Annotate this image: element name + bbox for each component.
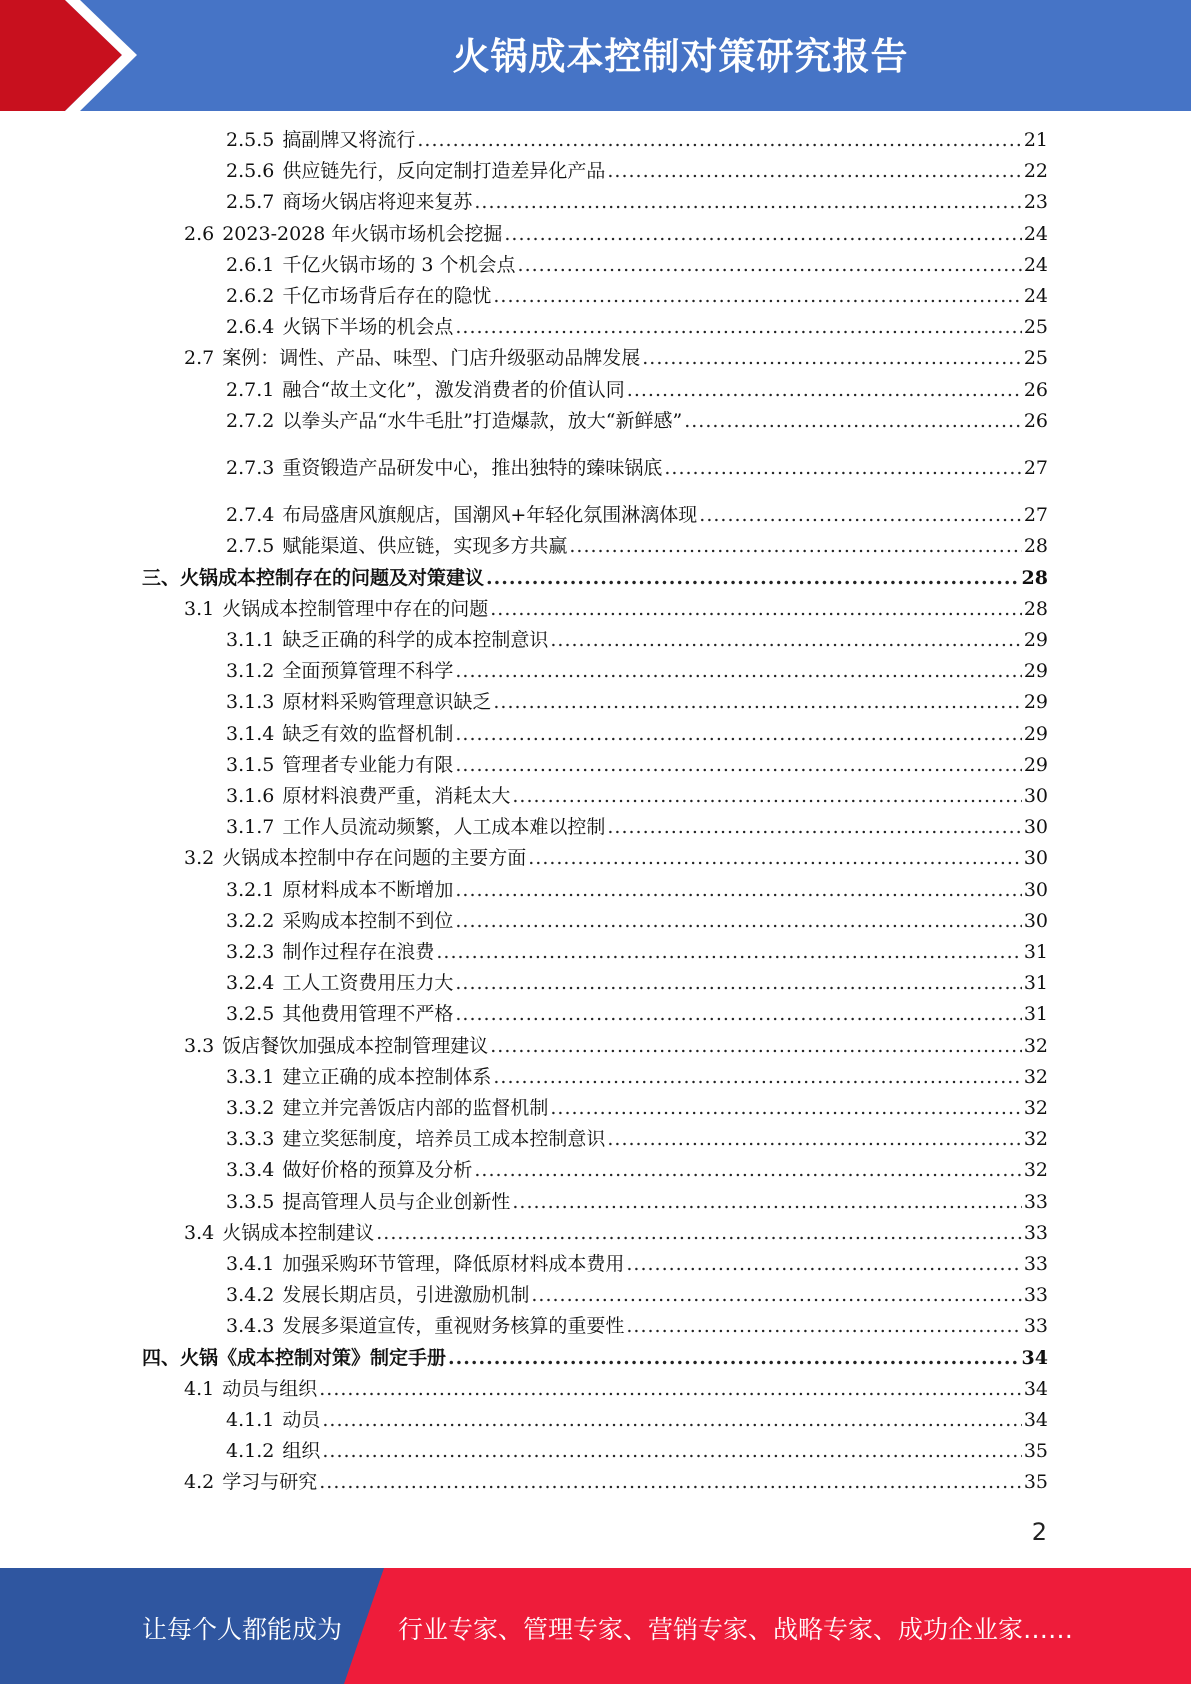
- toc-dot-leader: [607, 158, 1021, 184]
- toc-entry[interactable]: [226, 408, 1048, 434]
- toc-entry[interactable]: [226, 314, 1048, 340]
- toc-entry-title: 供应链先行，反向定制打造差异化产品: [282, 160, 606, 183]
- toc-entry-page: 35: [1023, 1440, 1048, 1463]
- toc-entry-number: 4.1.1: [226, 1409, 275, 1431]
- toc-entry-number: 2.7: [184, 347, 215, 370]
- toc-entry[interactable]: [226, 455, 1048, 481]
- toc-entry-title: 原材料浪费严重，消耗太大: [282, 785, 511, 807]
- toc-entry[interactable]: [184, 1376, 1048, 1402]
- toc-dot-leader: [607, 814, 1021, 840]
- toc-entry-title: 融合“故土文化”，激发消费者的价值认同: [282, 378, 625, 401]
- toc-entry-title: 火锅成本控制中存在问题的主要方面: [222, 847, 527, 870]
- toc-dot-leader: [417, 127, 1021, 153]
- toc-entry-number: 3.3.3: [226, 1128, 275, 1151]
- toc-dot-leader: [699, 502, 1022, 528]
- toc-entry-number: 3.1.6: [226, 785, 275, 807]
- toc-entry-title: 发展长期店员，引进激励机制: [282, 1284, 530, 1307]
- toc-entry-title: 建立并完善饭店内部的监督机制: [282, 1097, 549, 1119]
- toc-entry-page: 32: [1023, 1097, 1048, 1119]
- toc-dot-leader: [455, 908, 1021, 934]
- toc-entry[interactable]: [226, 1126, 1048, 1152]
- toc-entry-page: 29: [1023, 753, 1048, 776]
- toc-entry[interactable]: [226, 908, 1048, 934]
- toc-entry-title: 原材料采购管理意识缺乏: [282, 691, 492, 714]
- toc-entry-number: 2.6.1: [226, 253, 275, 276]
- toc-entry-page: 28: [1023, 597, 1048, 620]
- toc-entry-number: 4.1: [184, 1377, 215, 1400]
- toc-dot-leader: [455, 877, 1021, 903]
- toc-entry-title: 采购成本控制不到位: [282, 909, 454, 932]
- page-number: 2: [1031, 1518, 1047, 1546]
- toc-entry-page: 22: [1023, 160, 1048, 183]
- toc-entry-number: 2.5.5: [226, 129, 275, 151]
- toc-entry-number: 3.3.2: [226, 1097, 275, 1119]
- toc-entry-page: 30: [1023, 785, 1048, 807]
- toc-entry[interactable]: [226, 1064, 1048, 1090]
- toc-entry-title: 学习与研究: [222, 1471, 318, 1494]
- toc-entry-page: 33: [1023, 1190, 1048, 1213]
- toc-entry-title: 布局盛唐风旗舰店，国潮风+年轻化氛围淋漓体现: [282, 504, 698, 527]
- toc-entry[interactable]: [226, 533, 1048, 559]
- toc-entry-page: 33: [1023, 1284, 1048, 1307]
- toc-entry-number: 2.6.4: [226, 316, 275, 339]
- toc-entry-page: 29: [1023, 691, 1048, 714]
- toc-entry-page: 32: [1023, 1034, 1048, 1057]
- toc-entry-number: 2.5.6: [226, 160, 275, 183]
- toc-entry-number: 3.1.5: [226, 753, 275, 776]
- toc-entry-number: 3.1.1: [226, 629, 275, 651]
- toc-entry-number: 3.2: [184, 847, 215, 870]
- toc-entry[interactable]: [226, 970, 1048, 996]
- toc-entry-title: 赋能渠道、供应链，实现多方共赢: [282, 535, 568, 558]
- toc-entry[interactable]: [226, 377, 1048, 403]
- toc-entry-title: 2023-2028 年火锅市场机会挖掘: [222, 222, 503, 245]
- toc-dot-leader: [455, 752, 1021, 778]
- toc-dot-leader: [626, 1313, 1021, 1339]
- toc-entry-title: 缺乏有效的监督机制: [282, 722, 454, 745]
- toc-entry-title: 建立正确的成本控制体系: [282, 1065, 492, 1088]
- toc-entry-title: 四、火锅《成本控制对策》制定手册: [142, 1346, 447, 1369]
- toc-entry-title: 火锅成本控制管理中存在的问题: [222, 597, 489, 620]
- toc-entry-page: 27: [1023, 504, 1048, 527]
- toc-entry-title: 工作人员流动频繁，人工成本难以控制: [282, 816, 606, 839]
- toc-dot-leader: [486, 565, 1020, 591]
- toc-entry-number: 2.5.7: [226, 191, 275, 214]
- toc-dot-leader: [455, 658, 1021, 684]
- toc-entry[interactable]: [184, 221, 1048, 247]
- toc-dot-leader: [455, 721, 1021, 747]
- toc-entry-page: 29: [1023, 722, 1048, 745]
- toc-dot-leader: [607, 1126, 1021, 1152]
- toc-entry-number: 2.7.4: [226, 504, 275, 527]
- toc-dot-leader: [455, 1001, 1021, 1027]
- toc-entry-number: 2.7.2: [226, 409, 275, 432]
- toc-dot-leader: [512, 1189, 1021, 1215]
- toc-entry-page: 26: [1023, 409, 1048, 432]
- toc-dot-leader: [626, 1251, 1021, 1277]
- toc-entry[interactable]: [226, 689, 1048, 715]
- toc-entry-title: 千亿市场背后存在的隐忧: [282, 285, 492, 307]
- footer-slogan-right: 行业专家、管理专家、营销专家、战略专家、成功企业家……: [398, 1615, 1074, 1644]
- toc-entry[interactable]: [226, 158, 1048, 184]
- toc-dot-leader: [448, 1345, 1020, 1371]
- toc-entry-number: 2.7.3: [226, 457, 275, 479]
- toc-dot-leader: [642, 345, 1022, 371]
- toc-entry-title: 火锅成本控制建议: [222, 1221, 375, 1244]
- toc-entry[interactable]: [184, 345, 1048, 371]
- toc-dot-leader: [322, 1438, 1021, 1464]
- toc-entry-title: 加强采购环节管理，降低原材料成本费用: [282, 1253, 625, 1275]
- toc-entry-title: 其他费用管理不严格: [282, 1003, 454, 1026]
- page-footer: [0, 1568, 1191, 1684]
- toc-dot-leader: [627, 377, 1022, 403]
- toc-entry-number: 3.4.2: [226, 1284, 275, 1307]
- toc-entry[interactable]: [226, 1407, 1048, 1433]
- toc-entry-number: 3.4.1: [226, 1253, 275, 1275]
- toc-dot-leader: [455, 970, 1021, 996]
- toc-entry-title: 重资锻造产品研发中心，推出独特的臻味锅底: [282, 457, 663, 479]
- toc-dot-leader: [512, 783, 1021, 809]
- toc-entry-number: 3.3.1: [226, 1065, 275, 1088]
- toc-entry[interactable]: [226, 814, 1048, 840]
- toc-dot-leader: [528, 845, 1022, 871]
- toc-dot-leader: [436, 939, 1021, 965]
- toc-dot-leader: [493, 1064, 1021, 1090]
- toc-entry[interactable]: [226, 627, 1048, 653]
- toc-dot-leader: [684, 408, 1022, 434]
- toc-entry-number: 3.3: [184, 1034, 215, 1057]
- toc-entry-page: 31: [1023, 1003, 1048, 1026]
- toc-entry-page: 34: [1023, 1377, 1048, 1400]
- toc-entry-title: 缺乏正确的科学的成本控制意识: [282, 629, 549, 651]
- toc-entry-page: 24: [1023, 253, 1048, 276]
- toc-entry-number: 3.2.4: [226, 972, 275, 995]
- toc-entry-page: 31: [1023, 972, 1048, 995]
- toc-entry-number: 2.6.2: [226, 285, 275, 307]
- toc-dot-leader: [455, 314, 1021, 340]
- toc-entry-page: 30: [1023, 816, 1048, 839]
- toc-entry-number: 3.1: [184, 597, 215, 620]
- toc-entry-page: 33: [1023, 1221, 1048, 1244]
- toc-entry[interactable]: [226, 502, 1048, 528]
- toc-entry[interactable]: [226, 1251, 1048, 1277]
- document-title: 火锅成本控制对策研究报告: [452, 35, 909, 78]
- toc-entry[interactable]: [226, 721, 1048, 747]
- toc-entry-title: 饭店餐饮加强成本控制管理建议: [222, 1034, 489, 1057]
- toc-entry[interactable]: [226, 939, 1048, 965]
- toc-entry[interactable]: [226, 1313, 1048, 1339]
- toc-dot-leader: [531, 1282, 1021, 1308]
- toc-dot-leader: [319, 1376, 1022, 1402]
- toc-entry-page: 34: [1021, 1346, 1048, 1369]
- toc-entry-page: 24: [1023, 222, 1048, 245]
- toc-entry-number: 2.7.5: [226, 535, 275, 558]
- toc-dot-leader: [493, 283, 1021, 309]
- toc-dot-leader: [322, 1407, 1021, 1433]
- toc-entry[interactable]: [226, 1282, 1048, 1308]
- toc-entry-title: 商场火锅店将迎来复苏: [282, 191, 473, 214]
- toc-dot-leader: [490, 1033, 1022, 1059]
- toc-entry[interactable]: [226, 783, 1048, 809]
- toc-dot-leader: [550, 1095, 1021, 1121]
- toc-dot-leader: [490, 596, 1022, 622]
- toc-entry-number: 3.1.4: [226, 722, 275, 745]
- toc-dot-leader: [550, 627, 1021, 653]
- toc-entry-page: 24: [1023, 285, 1048, 307]
- toc-entry[interactable]: [184, 1220, 1048, 1246]
- toc-entry-title: 案例：调性、产品、味型、门店升级驱动品牌发展: [222, 347, 641, 370]
- toc-entry[interactable]: [226, 1095, 1048, 1121]
- toc-entry-page: 33: [1023, 1253, 1048, 1275]
- toc-entry-title: 动员: [282, 1409, 321, 1431]
- toc-entry-title: 三、火锅成本控制存在的问题及对策建议: [142, 566, 485, 589]
- toc-entry-number: 2.7.1: [226, 378, 275, 401]
- toc-entry-page: 25: [1023, 316, 1048, 339]
- toc-entry[interactable]: [142, 565, 1048, 591]
- toc-entry[interactable]: [226, 1001, 1048, 1027]
- toc-entry[interactable]: [226, 189, 1048, 215]
- toc-entry-page: 21: [1023, 129, 1048, 151]
- toc-entry-number: 2.6: [184, 222, 215, 245]
- toc-entry[interactable]: [226, 877, 1048, 903]
- toc-entry-number: 3.1.7: [226, 816, 275, 839]
- toc-entry-number: 4.2: [184, 1471, 215, 1494]
- toc-entry-page: 25: [1023, 347, 1048, 370]
- toc-entry[interactable]: [226, 752, 1048, 778]
- toc-entry-title: 做好价格的预算及分析: [282, 1159, 473, 1182]
- toc-entry-title: 发展多渠道宣传，重视财务核算的重要性: [282, 1315, 625, 1338]
- toc-entry[interactable]: [226, 1438, 1048, 1464]
- toc-entry-title: 千亿火锅市场的 3 个机会点: [282, 253, 516, 276]
- toc-entry-page: 30: [1023, 847, 1048, 870]
- toc-entry-number: 3.2.3: [226, 941, 275, 963]
- toc-entry-page: 30: [1023, 909, 1048, 932]
- toc-entry-page: 35: [1023, 1471, 1048, 1494]
- toc-entry[interactable]: [226, 658, 1048, 684]
- toc-entry-number: 3.4.3: [226, 1315, 275, 1338]
- toc-dot-leader: [474, 1157, 1021, 1183]
- footer-slogan-left: 让每个人都能成为: [142, 1615, 343, 1644]
- toc-entry-page: 26: [1023, 378, 1048, 401]
- toc-entry[interactable]: [184, 1033, 1048, 1059]
- toc-entry-page: 32: [1023, 1159, 1048, 1182]
- toc-entry-number: 3.2.1: [226, 878, 275, 901]
- toc-entry[interactable]: [226, 283, 1048, 309]
- toc-dot-leader: [493, 689, 1021, 715]
- toc-entry-page: 32: [1023, 1128, 1048, 1151]
- toc-entry[interactable]: [184, 1469, 1048, 1495]
- toc-entry-number: 3.1.3: [226, 691, 275, 714]
- toc-entry-page: 32: [1023, 1065, 1048, 1088]
- toc-entry[interactable]: [184, 596, 1048, 622]
- toc-dot-leader: [474, 189, 1021, 215]
- toc-entry-number: 3.4: [184, 1221, 215, 1244]
- toc-entry-title: 建立奖惩制度，培养员工成本控制意识: [282, 1128, 606, 1151]
- toc-dot-leader: [664, 455, 1021, 481]
- toc-entry-page: 31: [1023, 941, 1048, 963]
- toc-entry-page: 29: [1023, 629, 1048, 651]
- toc-entry-number: 3.2.5: [226, 1003, 275, 1026]
- toc-entry-page: 29: [1023, 660, 1048, 683]
- toc-entry-page: 30: [1023, 878, 1048, 901]
- toc-entry-page: 33: [1023, 1315, 1048, 1338]
- toc-entry-number: 3.1.2: [226, 660, 275, 683]
- toc-entry-number: 3.3.5: [226, 1190, 275, 1213]
- toc-dot-leader: [569, 533, 1021, 559]
- toc-dot-leader: [518, 252, 1022, 278]
- toc-entry-title: 管理者专业能力有限: [282, 753, 454, 776]
- toc-dot-leader: [376, 1220, 1022, 1246]
- toc-entry-title: 工人工资费用压力大: [282, 972, 454, 995]
- toc-entry[interactable]: [226, 127, 1048, 153]
- toc-entry-page: 23: [1023, 191, 1048, 214]
- toc-entry-page: 34: [1023, 1409, 1048, 1431]
- toc-entry[interactable]: [184, 845, 1048, 871]
- toc-entry-title: 制作过程存在浪费: [282, 941, 435, 963]
- toc-entry-page: 28: [1021, 566, 1048, 589]
- toc-entry-page: 28: [1023, 535, 1048, 558]
- toc-entry-title: 组织: [282, 1440, 321, 1463]
- toc-entry-title: 提高管理人员与企业创新性: [282, 1190, 511, 1213]
- toc-entry[interactable]: [142, 1345, 1048, 1371]
- toc-dot-leader: [319, 1469, 1022, 1495]
- toc-entry[interactable]: [226, 252, 1048, 278]
- toc-entry-title: 全面预算管理不科学: [282, 660, 454, 683]
- toc-entry-title: 以拳头产品“水牛毛肚”打造爆款，放大“新鲜感”: [282, 409, 683, 432]
- toc-entry-title: 原材料成本不断增加: [282, 878, 454, 901]
- page-header: [0, 0, 1191, 111]
- toc-entry-title: 动员与组织: [222, 1377, 318, 1400]
- toc-entry-number: 3.3.4: [226, 1159, 275, 1182]
- toc-entry-page: 27: [1023, 457, 1048, 479]
- toc-entry[interactable]: [226, 1157, 1048, 1183]
- toc-entry[interactable]: [226, 1189, 1048, 1215]
- toc-entry-title: 搞副牌又将流行: [282, 129, 416, 151]
- toc-entry-number: 4.1.2: [226, 1440, 275, 1463]
- toc-entry-title: 火锅下半场的机会点: [282, 316, 454, 339]
- toc-dot-leader: [504, 221, 1021, 247]
- toc-entry-number: 3.2.2: [226, 909, 275, 932]
